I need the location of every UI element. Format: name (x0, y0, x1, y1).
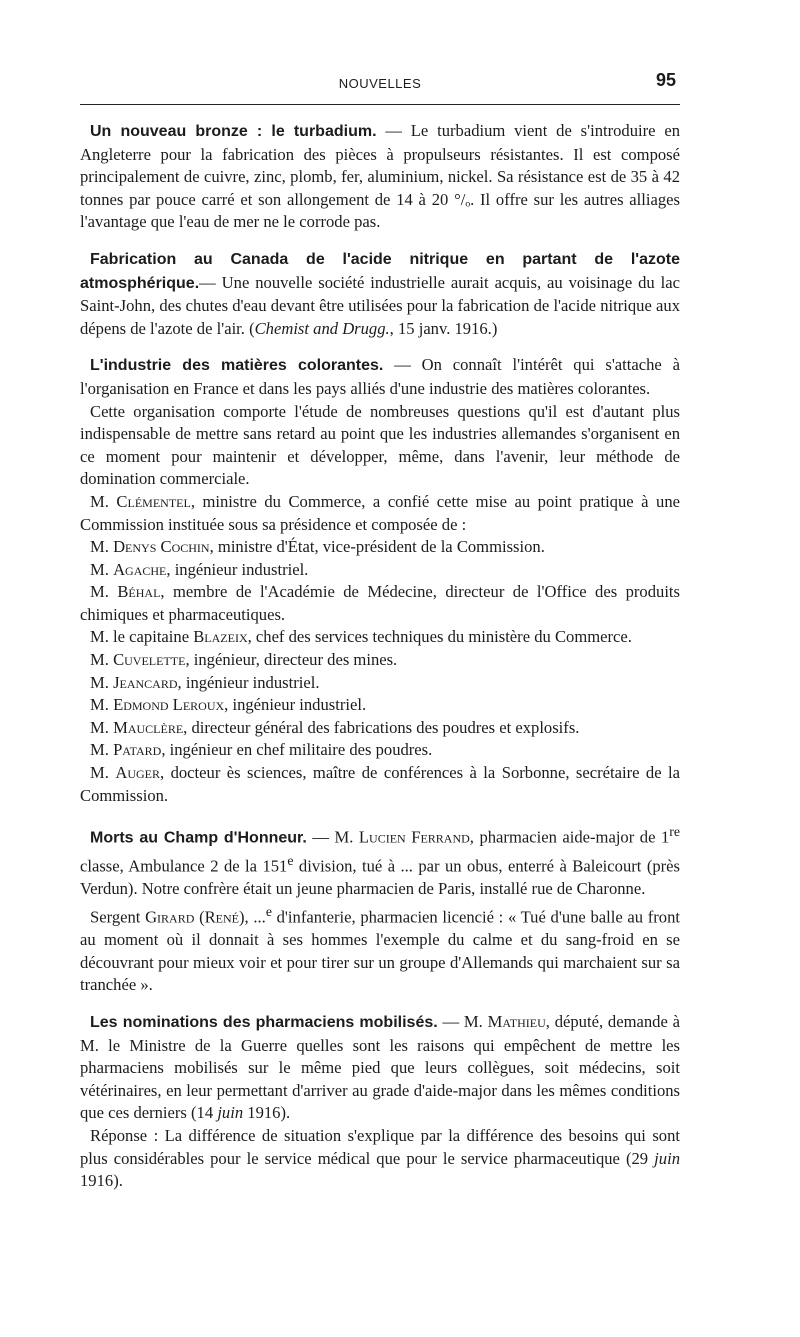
section-nominations (80, 1011, 680, 1193)
paragraph (80, 821, 680, 901)
person-name: Girard (René) (145, 907, 245, 927)
paragraph (80, 901, 680, 997)
person-name: Agache (113, 559, 167, 579)
honorific: M. (90, 582, 118, 602)
paragraph-text: — Une nouvelle société industrielle aurait acquis, au voisinage du lac Saint-John, des chutes d'eau devant être utilisées pour la fabrication de l'acide nitrique aux dépens de l'azote de l'air. ( (80, 272, 680, 338)
paragraph-text: , pharmacien aide-major de 1 (469, 827, 670, 847)
member-item (80, 694, 680, 717)
paragraph (80, 354, 680, 400)
paragraph (80, 1125, 680, 1193)
ordinal-suffix: e (265, 904, 272, 920)
section-title: Morts au Champ d'Honneur. (90, 829, 307, 847)
honorific: M. (90, 537, 114, 557)
source-date: , 15 janv. 1916.) (389, 318, 498, 338)
person-name: Clémentel (116, 491, 191, 511)
member-role: , directeur général des fabrications des poudres et explosifs. (183, 717, 580, 737)
person-name: Blazeix (193, 627, 248, 647)
reponse-text: Réponse : La différence de situation s'explique par la différence des besoins qui sont plus considérables pour le service médical que pour le service pharmaceutique (29 (80, 1125, 680, 1168)
paragraph-text: — M. (437, 1011, 488, 1031)
paragraph: Cette organisation comporte l'étude de nombreuses questions qu'il est d'autant plus indispensable de mettre sans retard au point que les industries allemandes s'organisent en ce moment pour maintenir et développer, même, dans l'avenir, leur méthode de domination commerciale. (80, 401, 680, 489)
paragraph (80, 491, 680, 536)
honorific: M. (90, 672, 114, 692)
member-item (80, 581, 680, 626)
paragraph (80, 248, 680, 340)
member-role: , ingénieur industriel. (224, 695, 367, 715)
member-item (80, 649, 680, 672)
paragraph-text: 1916). (80, 1171, 123, 1191)
member-role: , membre de l'Académie de Médecine, directeur de l'Office des produits chimiques et pharmaceutiques. (80, 582, 680, 624)
person-name: Mathieu (487, 1011, 546, 1031)
page-number: 95 (655, 70, 676, 90)
running-head (80, 66, 680, 96)
paragraph-text: division, tué à ... par un obus, enterré à Baleicourt (près Verdun). Notre confrère était un jeune pharmacien de Paris, installé rue de Charonne. (80, 856, 680, 899)
member-item (80, 717, 680, 740)
person-name: Patard (113, 740, 162, 760)
paragraph-text: d'infanterie, pharmacien licencié : « Tué d'une balle au front au moment où il donnait à ses hommes l'exemple du calme et du sang-froid en se découvrant pour mieux voir et pour tirer sur un groupe d'Allemands qui marchaient sur sa tranchée ». (80, 907, 680, 995)
person-name: Edmond Leroux (113, 695, 225, 715)
paragraph-text: — Le turbadium vient de s'introduire en Angleterre pour la fabrication des pièces à propulseurs résistantes. Il est composé principalement de cuivre, zinc, plomb, fer, aluminium, nickel. Sa résistance est de 35 à 42 tonnes par pouce carré et son allongement de 14 à 20 °/ₒ. Il offre sur les autres alliages l'avantage que l'eau de mer ne le corrode pas. (80, 121, 681, 232)
member-role: , chef des services techniques du ministère du Commerce. (247, 627, 632, 647)
person-name: Lucien Ferrand (358, 827, 470, 847)
person-name: Denys Cochin (113, 537, 210, 557)
ordinal-suffix: e (287, 853, 294, 869)
section-title: Les nominations des pharmaciens mobilisés. (90, 1013, 438, 1031)
rank: Sergent (90, 907, 146, 927)
running-title: NOUVELLES (338, 76, 422, 91)
member-item (80, 672, 680, 695)
paragraph-text: — On connaît l'intérêt qui s'attache à l'organisation en France et dans les pays alliés d'une industrie des matières colorantes. (80, 355, 680, 398)
honorific: M. (90, 559, 114, 579)
article-body (80, 120, 680, 1193)
member-role: , docteur ès sciences, maître de conférences à la Sorbonne, secrétaire de la Commission. (80, 763, 680, 805)
paragraph (80, 120, 680, 234)
member-item (80, 536, 680, 559)
honorific: M. (90, 650, 114, 670)
person-name: Jeancard (113, 672, 178, 692)
section-title: Un nouveau bronze : le turbadium. (90, 123, 377, 140)
section-turbadium (80, 120, 680, 234)
date-month: juin (217, 1103, 244, 1123)
person-name: Auger (115, 763, 160, 783)
honorific: M. (90, 695, 114, 715)
honorific: M. (90, 763, 116, 783)
section-matieres-colorantes (80, 354, 680, 807)
member-role: , ingénieur industriel. (166, 559, 309, 579)
person-name: Béhal (117, 582, 161, 602)
member-item (80, 559, 680, 582)
honorific: M. (90, 717, 114, 737)
section-title: Fabrication au Canada de l'acide nitrique en partant de l'azote atmosphérique. (80, 250, 680, 292)
commission-members (80, 536, 680, 807)
member-role: , ingénieur, directeur des mines. (185, 650, 398, 670)
header-rule (80, 104, 680, 105)
person-name: Cuvelette (113, 650, 186, 670)
date-month: juin (654, 1148, 680, 1168)
paragraph-text: , ... (244, 907, 266, 927)
honorific: M. (90, 491, 117, 511)
honorific: M. le capitaine (90, 627, 194, 647)
member-role: , ingénieur industriel. (177, 672, 320, 692)
section-acide-nitrique (80, 248, 680, 340)
paragraph-text: , député, demande à M. le Ministre de la Guerre quelles sont les raisons qui empêchent de mettre les pharmaciens mobilisés sur le même pied que leurs collègues, soit médecins, soit vétérinaires, en leur permettant d'arriver au grade d'aide-major dans les mêmes conditions que ces derniers (14 (80, 1011, 680, 1123)
honorific: M. (90, 740, 114, 760)
member-item (80, 762, 680, 807)
ordinal-suffix: re (669, 824, 681, 840)
paragraph (80, 1011, 680, 1125)
member-item (80, 626, 680, 649)
member-role: , ministre d'État, vice-président de la Commission. (209, 537, 545, 557)
paragraph-text: 1916). (243, 1103, 291, 1123)
member-role: , ingénieur en chef militaire des poudres. (161, 740, 433, 760)
paragraph-text: — M. (306, 827, 359, 847)
section-morts-champ-honneur (80, 821, 680, 997)
page (80, 66, 681, 1191)
source-citation: Chemist and Drugg. (254, 318, 390, 338)
section-title: L'industrie des matières colorantes. (90, 357, 384, 375)
paragraph-text: , ministre du Commerce, a confié cette mise au point pratique à une Commission instituée sous sa présidence et composée de : (80, 491, 680, 534)
person-name: Mauclère (113, 717, 184, 737)
member-item (80, 739, 680, 762)
paragraph-text: classe, Ambulance 2 de la 151 (80, 856, 288, 876)
